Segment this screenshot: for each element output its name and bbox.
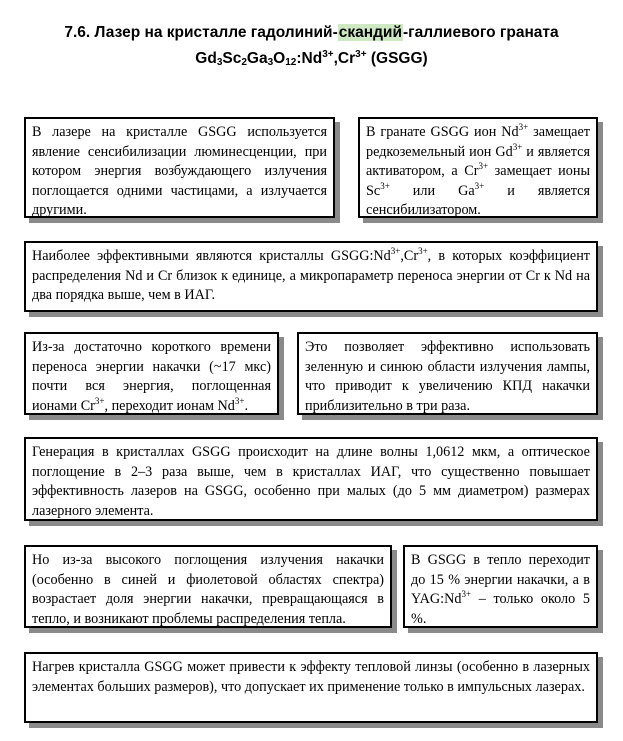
- info-box-thermal-lens: [24, 652, 598, 723]
- formula-o: O: [273, 50, 286, 67]
- box-text: Из-за достаточно короткого времени переноса энергии накачки (~17 мкс) почти вся энергия, поглощенная ионами $Cr^{3+}$, переходит ионам $Nd^{3+}$.: [32, 339, 271, 414]
- formula-gd-index: 3: [216, 57, 223, 68]
- box-text: Наиболее эффективными являются кристаллы $GSGG:Nd^{3+},Cr^{3+}$, в которых коэффициент распределения Nd и Cr близок к единице, а микропараметр переноса энергии от Cr к Nd на два порядка выше, чем в ИАГ.: [32, 246, 590, 303]
- box-text: В GSGG в тепло переходит до 15 % энергии накачки, а в $YAG:Nd^{3+}$ – только около 5 %.: [411, 552, 590, 627]
- formula-title: [0, 48, 623, 70]
- highlighted-word: скандий: [338, 24, 402, 41]
- formula-o-index: 12: [285, 57, 297, 68]
- info-box-ions: [358, 117, 598, 218]
- box-text: В лазере на кристалле GSGG используется явление сенсибилизации люминесценции, при котором энергия возбуждающего излучения поглощается одними частицами, а излучается другими.: [32, 124, 327, 218]
- box-text: В гранате GSGG ион $Nd^{3+}$ замещает редкоземельный ион $Gd^{3+}$ и является активатором, а $Cr^{3+}$ замещает ионы $Sc^{3+}$ или $Ga^{3+}$ и является сенсибилизатором.: [366, 122, 591, 218]
- section-title: [0, 22, 623, 44]
- title-text: 7.6. Лазер на кристалле гадолиний-: [64, 24, 338, 41]
- info-box-transfer-time: [24, 332, 279, 415]
- formula-abbrev: (GSGG): [366, 50, 428, 67]
- formula-ga-index: 3: [267, 57, 274, 68]
- box-text: Это позволяет эффективно использовать зеленную и синюю области излучения лампы, что приводит к увеличению КПД накачки приблизительно в три раза.: [305, 339, 590, 414]
- info-box-absorption: [24, 545, 392, 628]
- info-box-generation: [24, 437, 598, 521]
- box-text: Генерация в кристаллах GSGG происходит на длине волны 1,0612 мкм, а оптическое поглощение в 2–3 раза выше, чем в кристаллах ИАГ, что существенно повышает эффективность лазеров на GSGG, особенно при малых (до 5 мм диаметром) размерах лазерного элемента.: [32, 444, 590, 519]
- formula-sc-index: 2: [241, 57, 247, 68]
- formula-cr-charge: 3+: [355, 49, 367, 60]
- info-box-sensitization: [24, 117, 335, 218]
- info-box-heat-fraction: [403, 545, 598, 628]
- formula-cr: ,Cr: [333, 50, 356, 67]
- formula-nd: :Nd: [296, 50, 323, 67]
- formula-ga: Ga: [246, 50, 268, 67]
- title-text-end: -галлиевого граната: [403, 24, 559, 41]
- formula-sc: Sc: [222, 50, 242, 67]
- info-box-lamp-efficiency: [297, 332, 598, 415]
- info-box-efficiency: [24, 241, 598, 312]
- box-text: Нагрев кристалла GSGG может привести к эффекту тепловой линзы (особенно в лазерных элементах больших размеров), что допускает их применение только в импульсных лазерах.: [32, 659, 590, 695]
- box-text: Но из-за высокого поглощения излучения накачки (особенно в синей и фиолетовой областях спектра) возрастает доля энергии накачки, превращающаяся в тепло, и возникают проблемы распределения тепла.: [32, 552, 384, 627]
- formula-nd-charge: 3+: [322, 49, 334, 60]
- formula-gd: Gd: [195, 50, 217, 67]
